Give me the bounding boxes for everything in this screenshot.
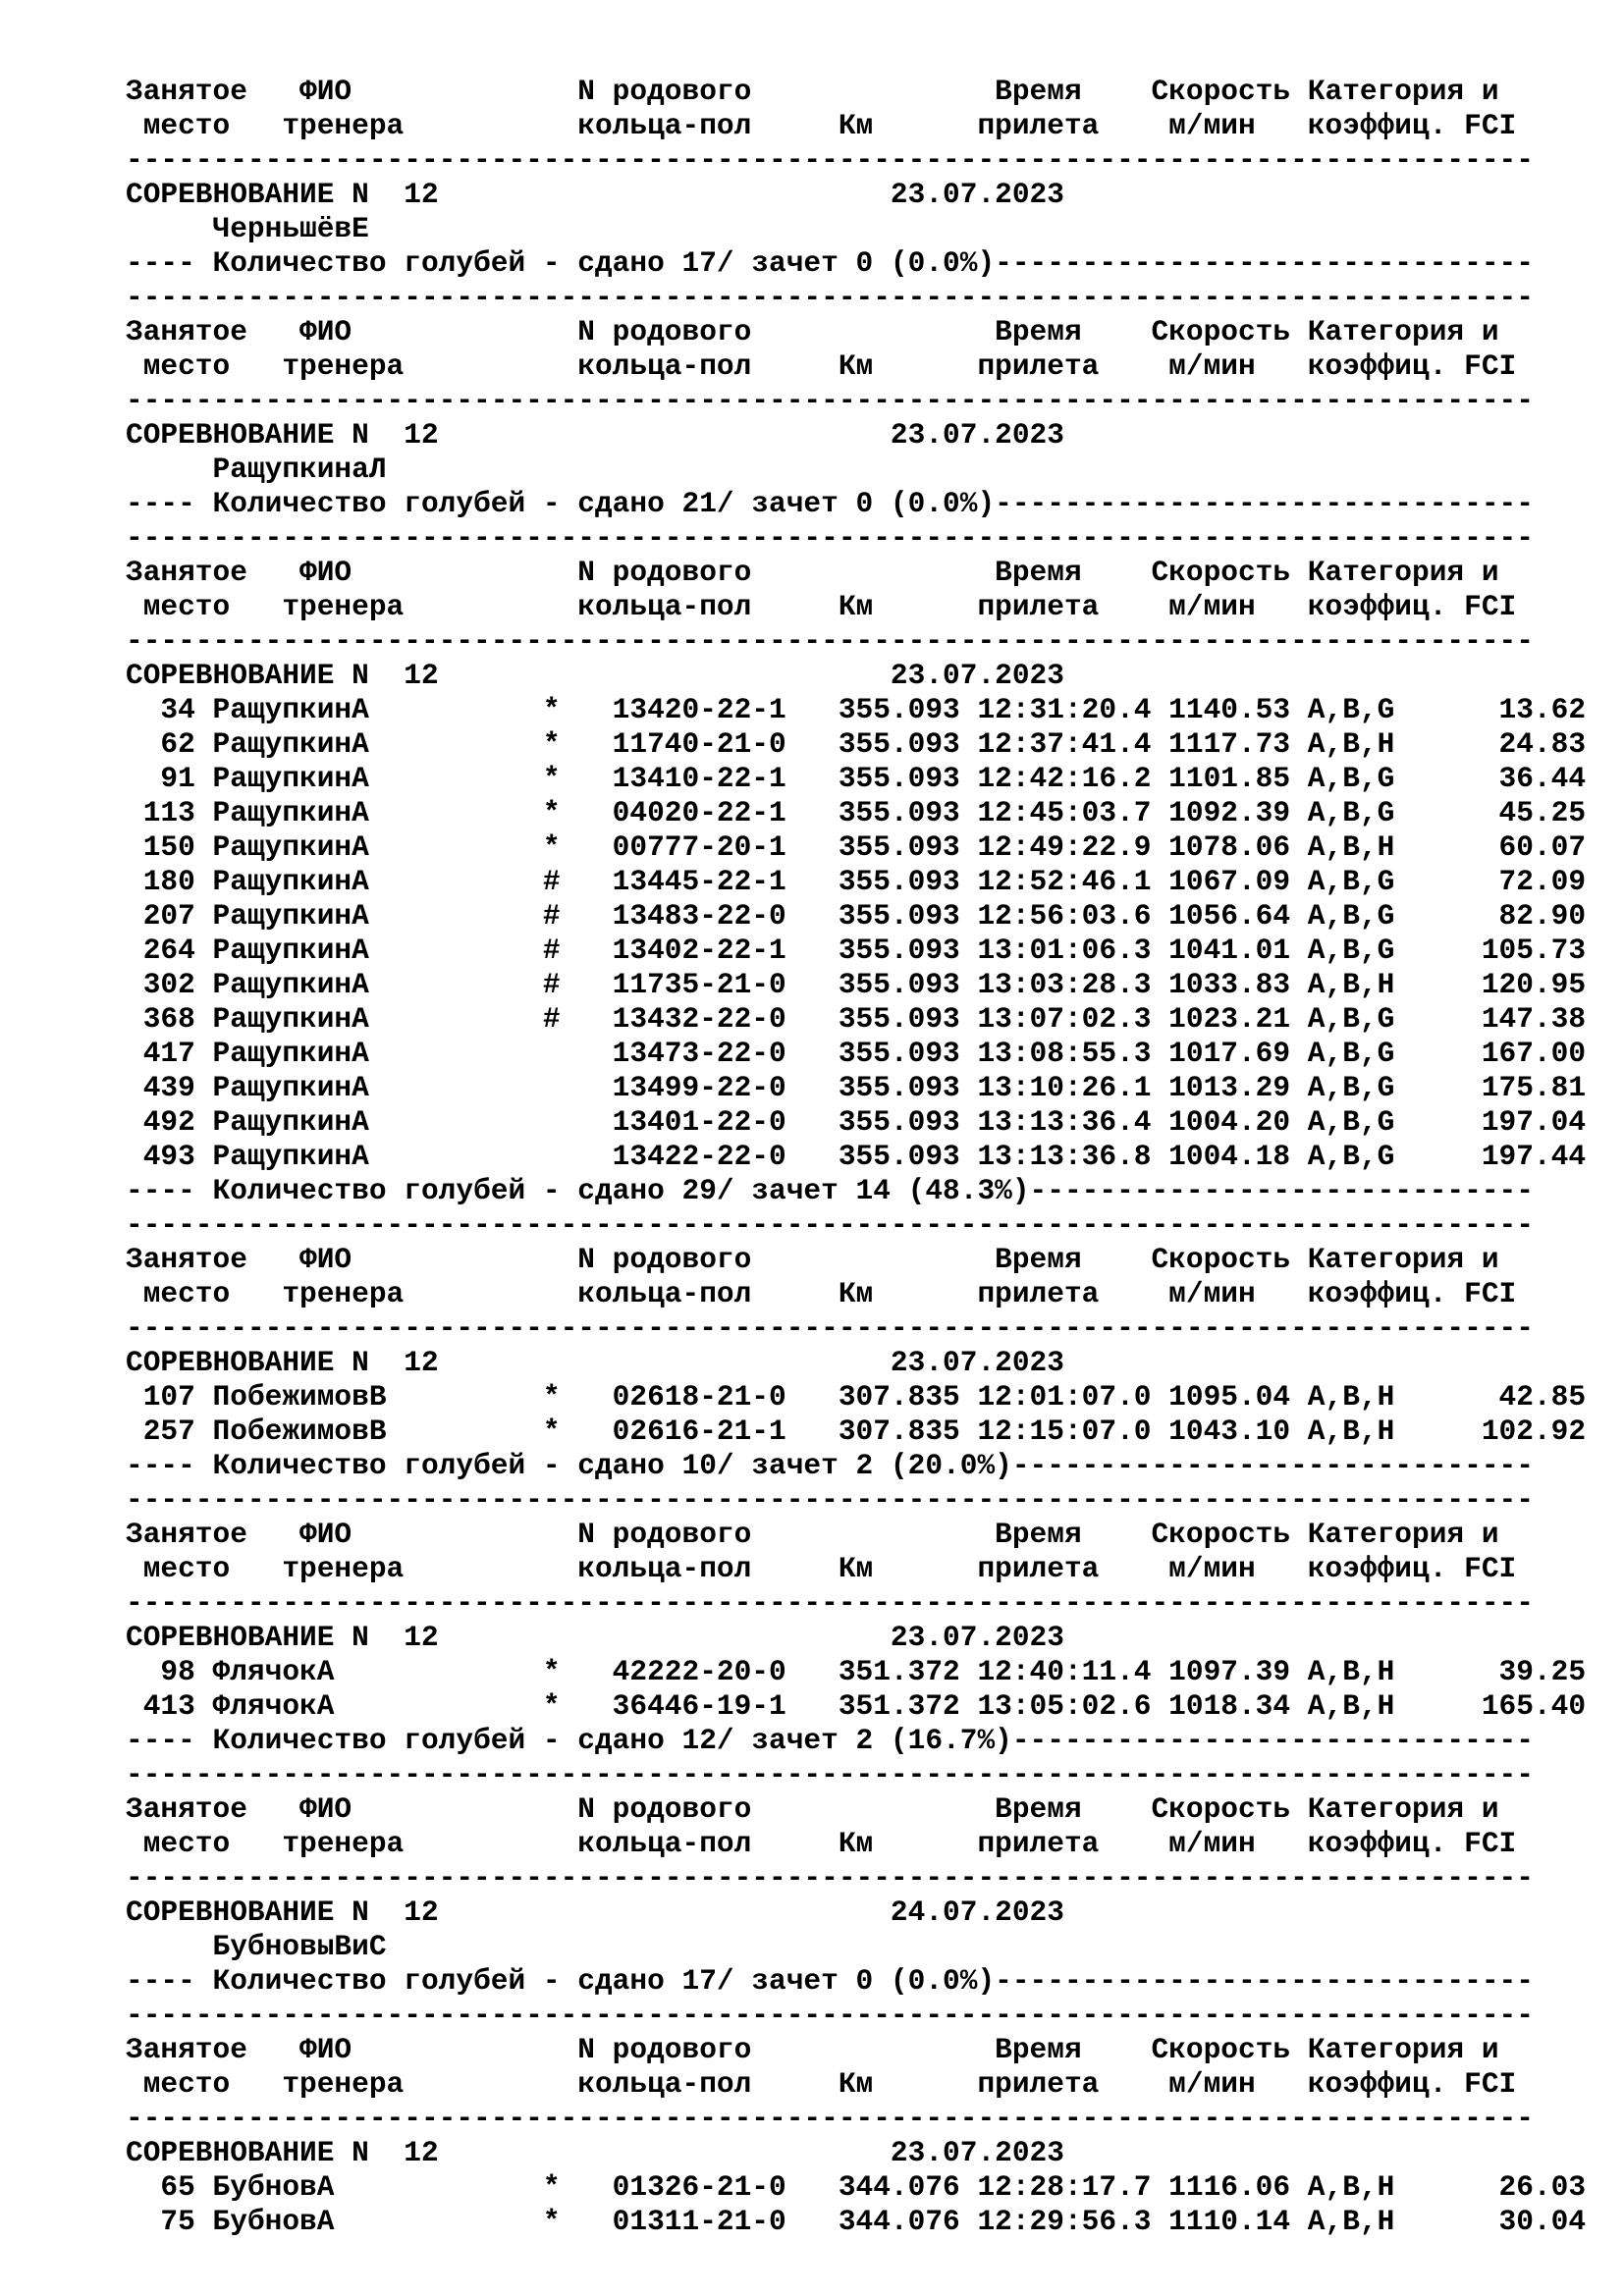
report-line: Занятое ФИО N родового Время Скорость Категория и bbox=[126, 2033, 1499, 2066]
report-line: 180 РащупкинА # 13445-22-1 355.093 12:52:46.1 1067.09 A,B,G 72.09 bbox=[126, 865, 1587, 898]
report-line: ---- Количество голубей - сдано 17/ зачет 0 (0.0%)------------------------------- bbox=[126, 246, 1534, 280]
report-line: место тренера кольца-пол Км прилета м/мин коэффиц. FCI bbox=[126, 109, 1517, 142]
report-line: Занятое ФИО N родового Время Скорость Категория и bbox=[126, 556, 1499, 589]
report-line: 493 РащупкинА 13422-22-0 355.093 13:13:36.8 1004.18 A,B,G 197.44 bbox=[126, 1140, 1587, 1173]
report-line: Занятое ФИО N родового Время Скорость Категория и bbox=[126, 1792, 1499, 1826]
report-line: РащупкинаЛ bbox=[126, 453, 387, 486]
report-line: 98 ФлячокА * 42222-20-0 351.372 12:40:11.4 1097.39 A,B,H 39.25 bbox=[126, 1655, 1587, 1688]
report-line: ---- Количество голубей - сдано 12/ зачет 2 (16.7%)------------------------------ bbox=[126, 1724, 1534, 1757]
report-line: место тренера кольца-пол Км прилета м/мин коэффиц. FCI bbox=[126, 349, 1517, 383]
report-line: Занятое ФИО N родового Время Скорость Категория и bbox=[126, 1518, 1499, 1551]
report-line: место тренера кольца-пол Км прилета м/мин коэффиц. FCI bbox=[126, 1552, 1517, 1585]
report-line: --------------------------------------------------------------------------------- bbox=[126, 521, 1534, 555]
report-line: 62 РащупкинА * 11740-21-0 355.093 12:37:41.4 1117.73 A,B,H 24.83 bbox=[126, 727, 1587, 761]
report-line: 75 БубновА * 01311-21-0 344.076 12:29:56.3 1110.14 A,B,H 30.04 bbox=[126, 2205, 1587, 2238]
report-line: --------------------------------------------------------------------------------- bbox=[126, 1311, 1534, 1345]
report-line: 439 РащупкинА 13499-22-0 355.093 13:10:26.1 1013.29 A,B,G 175.81 bbox=[126, 1071, 1587, 1104]
report-line: 150 РащупкинА * 00777-20-1 355.093 12:49:22.9 1078.06 A,B,H 60.07 bbox=[126, 830, 1587, 864]
report-line: --------------------------------------------------------------------------------- bbox=[126, 1758, 1534, 1791]
report-line: место тренера кольца-пол Км прилета м/мин коэффиц. FCI bbox=[126, 1277, 1517, 1310]
report-line: 368 РащупкинА # 13432-22-0 355.093 13:07:02.3 1023.21 A,B,G 147.38 bbox=[126, 1002, 1587, 1036]
report-line: ---- Количество голубей - сдано 29/ зачет 14 (48.3%)----------------------------- bbox=[126, 1174, 1534, 1207]
results-report bbox=[126, 75, 1608, 2239]
report-line: СОРЕВНОВАНИЕ N 12 23.07.2023 bbox=[126, 178, 1064, 211]
report-line: ---- Количество голубей - сдано 17/ зачет 0 (0.0%)------------------------------- bbox=[126, 1964, 1534, 1998]
report-line: --------------------------------------------------------------------------------- bbox=[126, 143, 1534, 177]
report-line: 207 РащупкинА # 13483-22-0 355.093 12:56:03.6 1056.64 A,B,G 82.90 bbox=[126, 899, 1587, 933]
report-line: 257 ПобежимовВ * 02616-21-1 307.835 12:15:07.0 1043.10 A,B,H 102.92 bbox=[126, 1415, 1587, 1448]
report-line: СОРЕВНОВАНИЕ N 12 24.07.2023 bbox=[126, 1896, 1064, 1929]
report-line: Занятое ФИО N родового Время Скорость Категория и bbox=[126, 1243, 1499, 1276]
report-line: Занятое ФИО N родового Время Скорость Категория и bbox=[126, 315, 1499, 348]
report-line: --------------------------------------------------------------------------------- bbox=[126, 1483, 1534, 1517]
report-line: 34 РащупкинА * 13420-22-1 355.093 12:31:20.4 1140.53 A,B,G 13.62 bbox=[126, 693, 1587, 726]
report-line: БубновыВиС bbox=[126, 1930, 387, 1963]
report-line: ---- Количество голубей - сдано 10/ зачет 2 (20.0%)------------------------------ bbox=[126, 1449, 1534, 1482]
report-line: 91 РащупкинА * 13410-22-1 355.093 12:42:16.2 1101.85 A,B,G 36.44 bbox=[126, 762, 1587, 795]
report-line: --------------------------------------------------------------------------------- bbox=[126, 624, 1534, 658]
report-line: ЧерньшёвЕ bbox=[126, 212, 369, 245]
report-line: СОРЕВНОВАНИЕ N 12 23.07.2023 bbox=[126, 659, 1064, 692]
report-line: 264 РащупкинА # 13402-22-1 355.093 13:01:06.3 1041.01 A,B,G 105.73 bbox=[126, 934, 1587, 967]
report-line: место тренера кольца-пол Км прилета м/мин коэффиц. FCI bbox=[126, 2067, 1517, 2101]
report-line: СОРЕВНОВАНИЕ N 12 23.07.2023 bbox=[126, 1621, 1064, 1654]
report-line: СОРЕВНОВАНИЕ N 12 23.07.2023 bbox=[126, 1346, 1064, 1379]
report-line: 107 ПобежимовВ * 02618-21-0 307.835 12:01:07.0 1095.04 A,B,H 42.85 bbox=[126, 1380, 1587, 1414]
report-line: --------------------------------------------------------------------------------- bbox=[126, 2102, 1534, 2135]
report-line: место тренера кольца-пол Км прилета м/мин коэффиц. FCI bbox=[126, 1827, 1517, 1860]
report-line: Занятое ФИО N родового Время Скорость Категория и bbox=[126, 75, 1499, 108]
report-line: --------------------------------------------------------------------------------- bbox=[126, 384, 1534, 417]
report-line: --------------------------------------------------------------------------------- bbox=[126, 1208, 1534, 1242]
report-line: 302 РащупкинА # 11735-21-0 355.093 13:03:28.3 1033.83 A,B,H 120.95 bbox=[126, 968, 1587, 1001]
report-line: --------------------------------------------------------------------------------- bbox=[126, 1999, 1534, 2032]
report-line: место тренера кольца-пол Км прилета м/мин коэффиц. FCI bbox=[126, 590, 1517, 623]
report-line: 413 ФлячокА * 36446-19-1 351.372 13:05:02.6 1018.34 A,B,H 165.40 bbox=[126, 1689, 1587, 1723]
report-line: 417 РащупкинА 13473-22-0 355.093 13:08:55.3 1017.69 A,B,G 167.00 bbox=[126, 1037, 1587, 1070]
report-line: --------------------------------------------------------------------------------- bbox=[126, 1861, 1534, 1895]
report-line: 65 БубновА * 01326-21-0 344.076 12:28:17.7 1116.06 A,B,H 26.03 bbox=[126, 2170, 1587, 2204]
report-line: --------------------------------------------------------------------------------- bbox=[126, 1586, 1534, 1620]
report-line: 492 РащупкинА 13401-22-0 355.093 13:13:36.4 1004.20 A,B,G 197.04 bbox=[126, 1105, 1587, 1139]
report-line: СОРЕВНОВАНИЕ N 12 23.07.2023 bbox=[126, 2136, 1064, 2169]
report-line: СОРЕВНОВАНИЕ N 12 23.07.2023 bbox=[126, 418, 1064, 452]
report-line: 113 РащупкинА * 04020-22-1 355.093 12:45:03.7 1092.39 A,B,G 45.25 bbox=[126, 796, 1587, 829]
report-line: ---- Количество голубей - сдано 21/ зачет 0 (0.0%)------------------------------- bbox=[126, 487, 1534, 520]
report-line: --------------------------------------------------------------------------------- bbox=[126, 281, 1534, 314]
